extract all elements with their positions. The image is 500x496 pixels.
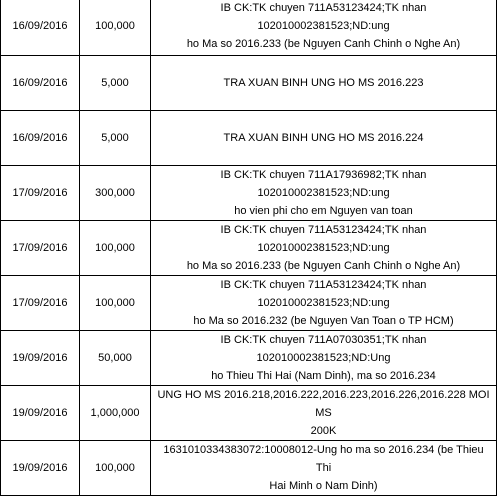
date-cell: 16/09/2016	[1, 111, 80, 166]
amount-cell: 300,000	[80, 166, 151, 221]
description-line: ho Thieu Thi Hai (Nam Dinh), ma so 2016.234	[211, 370, 436, 382]
table-row	[1, 386, 497, 441]
date-cell: 19/09/2016	[1, 331, 80, 386]
date-cell: 17/09/2016	[1, 166, 80, 221]
amount-cell: 100,000	[80, 441, 151, 496]
date-cell: 19/09/2016	[1, 441, 80, 496]
description-line: 1631010334383072:10008012-Ung ho ma so 2016.234 (be Thieu Thi	[163, 444, 484, 474]
table-row	[1, 221, 497, 276]
description-line: IB CK:TK chuyen 711A53123424;TK nhan 102010002381523;ND:ung	[220, 1, 427, 32]
table-row	[1, 0, 497, 56]
description-line: ho Ma so 2016.233 (be Nguyen Canh Chinh o Nghe An)	[186, 37, 461, 50]
table-row	[1, 111, 497, 166]
date-cell: 16/09/2016	[1, 56, 80, 111]
description-line: ho vien phi cho em Nguyen van toan	[234, 205, 413, 217]
description-line: UNG HO MS 2016.218,2016.222,2016.223,2016.226,2016.228 MOI MS	[157, 389, 490, 419]
description-line: IB CK:TK chuyen 711A17936982;TK nhan 102010002381523;ND:ung	[220, 169, 427, 199]
description-cell	[151, 111, 497, 166]
description-cell	[151, 331, 497, 386]
date-cell: 17/09/2016	[1, 276, 80, 331]
description-cell	[151, 221, 497, 276]
table-row	[1, 331, 497, 386]
description-cell	[151, 56, 497, 111]
description-line: TRA XUAN BINH UNG HO MS 2016.224	[223, 132, 424, 144]
description-line: IB CK:TK chuyen 711A07030351;TK nhan 102010002381523;ND:Ung	[220, 334, 427, 364]
amount-cell: 5,000	[80, 56, 151, 111]
table-row	[1, 56, 497, 111]
table-row	[1, 166, 497, 221]
amount-cell: 1,000,000	[80, 386, 151, 441]
amount-cell: 100,000	[80, 276, 151, 331]
description-cell	[151, 386, 497, 441]
description-cell	[151, 276, 497, 331]
description-line: 200K	[310, 425, 337, 437]
description-line: TRA XUAN BINH UNG HO MS 2016.223	[223, 77, 424, 89]
description-cell	[151, 166, 497, 221]
date-cell: 16/09/2016	[1, 0, 80, 56]
table-row	[1, 276, 497, 331]
description-line: IB CK:TK chuyen 711A53123424;TK nhan 102010002381523;ND:ung	[220, 224, 427, 254]
amount-cell: 50,000	[80, 331, 151, 386]
description-cell	[151, 0, 497, 56]
table-row	[1, 441, 497, 496]
amount-cell: 100,000	[80, 221, 151, 276]
description-cell	[151, 441, 497, 496]
date-cell: 17/09/2016	[1, 221, 80, 276]
description-line: ho Ma so 2016.233 (be Nguyen Canh Chinh o Nghe An)	[186, 260, 461, 272]
amount-cell: 5,000	[80, 111, 151, 166]
amount-cell: 100,000	[80, 0, 151, 56]
description-line: IB CK:TK chuyen 711A53123424;TK nhan 102010002381523;ND:ung	[220, 279, 427, 309]
description-line: Hai Minh o Nam Dinh)	[269, 480, 378, 492]
description-line: ho Ma so 2016.232 (be Nguyen Van Toan o TP HCM)	[193, 315, 454, 327]
date-cell: 19/09/2016	[1, 386, 80, 441]
